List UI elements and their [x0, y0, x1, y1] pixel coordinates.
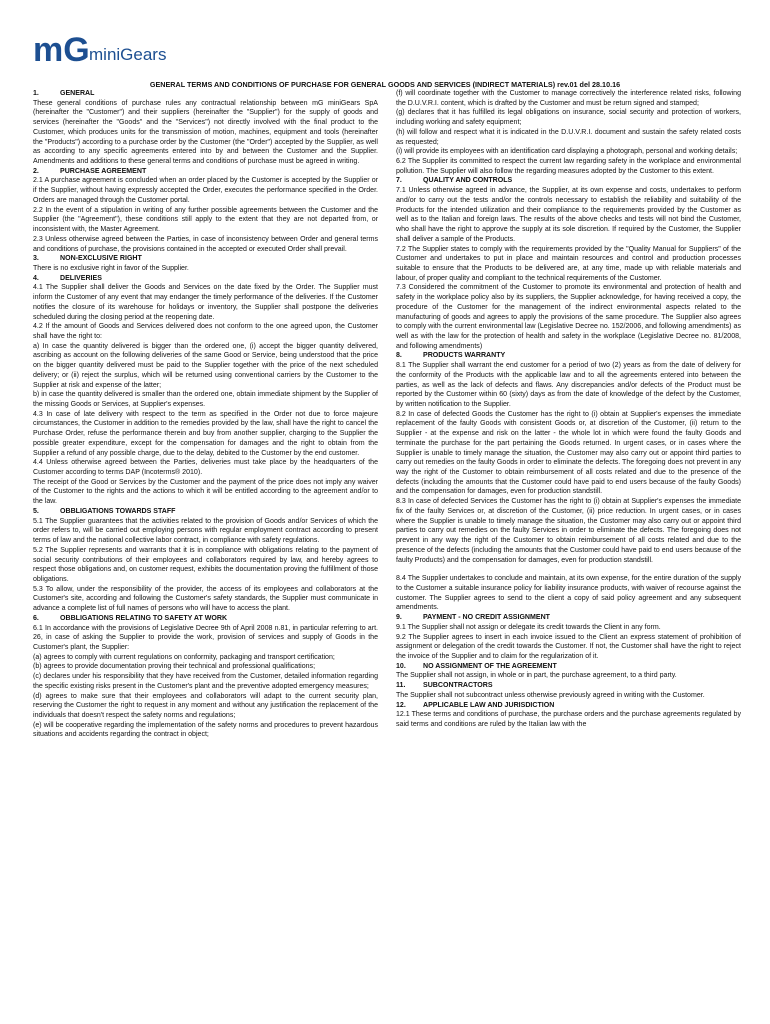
paragraph: 12.1 These terms and conditions of purchase, the purchase orders and the purchase agreements regulated by said terms and conditions are ruled by the Italian law with the	[396, 711, 741, 728]
section-number: 4.	[33, 274, 39, 282]
paragraph: b) in case the quantity delivered is smaller than the ordered one, obtain immediate shipment by the Supplier of the missing Goods or Services, at Supplier's expenses.	[33, 391, 378, 408]
section-heading	[396, 662, 741, 672]
paragraph: 2.3 Unless otherwise agreed between the Parties, in case of inconsistency between Order and general terms and conditions of purchase, the provisions contained in the accepted or executed Order shall prevail.	[33, 235, 378, 253]
section-number: 11.	[396, 682, 406, 690]
section-number: 3.	[33, 255, 39, 263]
paragraph: (c) declares under his responsibility that they have received from the Customer, detailed information regarding the specific existing risks present in the Customer's plant and the preventive adopted emergency measures;	[33, 673, 378, 690]
paragraph: 4.4 Unless otherwise agreed between the Parties, deliveries must take place by the headquarters of the Customer according to terms DAP (Incoterms® 2010).	[33, 459, 378, 477]
section-heading	[396, 613, 741, 623]
paragraph: (b) agrees to provide documentation proving their technical and professional qualifications;	[33, 663, 316, 671]
minigears-logo-icon	[33, 30, 173, 70]
paragraph: The Supplier shall not subcontract unless otherwise previously agreed in writing with the Customer.	[396, 691, 705, 699]
section-number: 5.	[33, 507, 39, 515]
section-number: 6.	[33, 614, 39, 622]
paragraph: 5.3 To allow, under the responsibility of the provider, the access of its employees and collaborators at the Customer's site, according and following the Customer's safety standards, the Supplier must communicate in advance a complete list of full names of persons who will have to access the plant.	[33, 585, 378, 613]
paragraph: 7.3 Considered the commitment of the Customer to promote its environmental and protection of health and safety in the workplace policy also by its suppliers, the Supplier acknowledge, for having received a copy, the procedure of the Customer for the management of the indirect environmental aspects related to the manufacturing of goods and agrees to apply the provisions of the same procedure. The Supplier also agrees to comply with the current environmental law (Legislative Decree no. 152/2006, and following amendments) as well as with the law for the protection of health and safety in the workplace (Legislative Decree no. 81/2008, and following amendments)	[396, 284, 741, 350]
paragraph: (a) agrees to comply with current regulations on conformity, packaging and transport certification;	[33, 653, 335, 661]
section-number: 8.	[396, 352, 402, 360]
section-title: OBBLIGATIONS RELATING TO SAFETY AT WORK	[60, 614, 228, 622]
paragraph: 9.1 The Supplier shall not assign or delegate its credit towards the Client in any form.	[396, 623, 661, 631]
paragraph: 5.1 The Supplier guarantees that the activities related to the provision of Goods and/or Services of which the order refers to, will be carried out employing persons with regular employment contract according to present terms of law and the national collective labor contract, in compliance with safety regulations.	[33, 517, 378, 545]
section-heading	[33, 254, 378, 264]
section-heading	[396, 351, 741, 361]
svg-text:miniGears: miniGears	[89, 45, 167, 64]
paragraph: There is no exclusive right in favor of the Supplier.	[33, 264, 189, 272]
section-number: 10.	[396, 662, 406, 670]
paragraph: The Supplier shall not assign, in whole or in part, the purchase agreement, to a third party.	[396, 672, 677, 680]
section-number: 12.	[396, 701, 406, 709]
section-title: NON-EXCLUSIVE RIGHT	[60, 255, 142, 263]
paragraph: 7.1 Unless otherwise agreed in advance, the Supplier, at its own expense and costs, undertakes to perform and/or to carry out the tests and/or the controls necessary to establish the reliability and suitability of the Products for the intended utilization and their compliance to the requirements provided by the Customer as well as to the Italian and foreign laws. The results of the above checks and tests will not bind the Customer, who shall have the right to approve the supply at its sole discretion. If required by the Customer, the Supplier shall deliver a sample of the Products.	[396, 187, 741, 243]
section-heading	[33, 507, 378, 517]
section-title: APPLICABLE LAW AND JURISDICTION	[423, 701, 555, 709]
section-number: 7.	[396, 177, 402, 185]
paragraph: 8.4 The Supplier undertakes to conclude and maintain, at its own expense, for the entire duration of the supply to the Customer a suitable insurance policy for liability insurance products, with waiver of recourse against the customer. The Supplier agrees to send to the client a copy of said policy agreement and any subsequent amendments.	[396, 575, 741, 612]
section-heading	[33, 274, 378, 284]
paragraph: 8.1 The Supplier shall warrant the end customer for a period of two (2) years as from the date of delivery for the conformity of the Products with the applicable law and to all the agreements entered into between the parties, as well as the lack of defects and flaws. Any discrepancies and/or defects of the Product must be reported by the Customer within 60 (sixty) days as from the date of knowledge of the defect by the Customer, by written notification to the Supplier.	[396, 362, 741, 408]
paragraph: (d) agrees to make sure that their employees and collaborators will adapt to the current security plan, reserving the Customer the right to request in any moment and without any justification the replacement of the individuals that doesn't respect the safety norms and regulations;	[33, 692, 378, 719]
section-title: PRODUCTS WARRANTY	[423, 352, 506, 360]
paragraph: 4.3 In case of late delivery with respect to the term as specified in the Order not due to force majeure circumstances, the Customer in addition to the remedies provided by the law, shall have the right to cancel the Purchase Order, refuse the performance therein and buy from another supplier, charging to the Supplier the possible greater expenditure, except for the compensation for damages and the right to obtain from the Supplier a refund of any possible charge, due to the delay, debited to the Customer by the end customer.	[33, 410, 378, 457]
paragraph: (i) will provide its employees with an identification card displaying a photograph, personal and working details;	[396, 148, 738, 156]
document-title: GENERAL TERMS AND CONDITIONS OF PURCHASE FOR GENERAL GOODS AND SERVICES (INDIRECT MATERIALS) rev.01 del 28.10.16	[149, 80, 621, 89]
section-heading	[396, 176, 741, 186]
section-title: QUALITY AND CONTROLS	[423, 177, 513, 185]
paragraph: (e) will be cooperative regarding the implementation of the safety norms and procedures to prevent hazardous situations and accidents regarding the contract in object;	[33, 721, 378, 739]
section-title: OBBLIGATIONS TOWARDS STAFF	[60, 507, 176, 515]
section-number: 2.	[33, 167, 39, 175]
paragraph: These general conditions of purchase rules any contractual relationship between mG miniGears SpA (hereinafter the "Customer") and their suppliers (hereinafter the "Supplier") for the supply of goods and services (hereinafter the "Goods" and the "Services") not directly involved with the final product to the Customer, which produces units for the transmission of motion, machines, equipment and tools (hereinafter the "Products") according to a purchase order by the Customer (the "Order") accepted by the Supplier, as well as according to any specific agreements entered into by and between the Customer and the Supplier. Amendments and additions to these general terms and conditions of purchase must be agreed in writing.	[33, 99, 378, 166]
paragraph: 9.2 The Supplier agrees to insert in each invoice issued to the Client an express statement of prohibition of assignment or delegation of the credit towards the Customer. If not, the Customer shall have the right to reject the invoice of the Supplier and to claim for the regularization of it.	[396, 633, 741, 660]
paragraph: a) In case the quantity delivered is bigger than the ordered one, (i) accept the bigger quantity delivered, ascribing as account on the following deliveries of the same Good or Service, being understood that the price on the bigger quantity delivered must be paid to the Supplier together with the price of the next scheduled delivery; or (ii) reject the surplus, which will be returned using conventional carriers by the Customer to the Supplier at risk and expense of the latter;	[33, 342, 378, 389]
paragraph: 2.1 A purchase agreement is concluded when an order placed by the Customer is accepted by the Supplier or if the Supplier, without having expressly accepted the Order, executes the performance specified in the Order. Orders are managed through the Customer portal.	[33, 177, 378, 204]
paragraph: (f) will coordinate together with the Customer to manage correctively the interference related risks, following the D.U.V.R.I. content, which is drafted by the Customer and must be return signed and stamped;	[396, 90, 741, 107]
right-column	[396, 89, 741, 730]
section-heading	[33, 614, 378, 624]
section-title: PURCHASE AGREEMENT	[60, 167, 147, 175]
paragraph: 8.3 In case of defected Services the Customer has the right to (i) obtain at Supplier's expenses the immediate fix of the faulty Services or, at discretion of the Customer, (ii) price reduction. In urgent cases, or in cases where the Supplier is unable to timely manage the situation, the Customer may also carry out or appoint third parties to carry out remedies on the faulty Services in order to eliminate the defects. The foregoing does not prevent in any way the right of the Customer to obtain reimbursement of all costs related and due to the presence of the defects (including the amounts that the Customer could have paid to end users because of the faulty Products) and the compensation for damages, even for production standstill.	[396, 498, 741, 564]
section-heading	[396, 681, 741, 691]
section-heading	[33, 167, 378, 177]
svg-text:mG: mG	[33, 31, 90, 69]
left-column	[33, 89, 378, 740]
company-logo	[33, 30, 173, 70]
section-title: DELIVERIES	[60, 274, 102, 282]
paragraph: 4.1 The Supplier shall deliver the Goods and Services on the date fixed by the Order. The Supplier must inform the Customer of any event that may endanger the timely performance of the deliveries. If the Customer notifies the closure of its warehouse for holidays or inventory, the Supplier shall postpone the deliveries scheduled during the closing period at the reopening date.	[33, 284, 378, 321]
section-heading	[33, 89, 378, 99]
section-title: SUBCONTRACTORS	[423, 682, 493, 690]
paragraph: (h) will follow and respect what it is indicated in the D.U.V.R.I. document and sustain the safety related costs as requested;	[396, 128, 741, 146]
section-title: NO ASSIGNMENT OF THE AGREEMENT	[423, 662, 557, 670]
paragraph: 2.2 In the event of a stipulation in writing of any further possible agreements between the Customer and the Supplier (the "Agreement"), these conditions still apply to the extent that they are not departed from, or inconsistent with, the Master Agreement.	[33, 206, 378, 234]
section-heading	[396, 701, 741, 711]
paragraph: 5.2 The Supplier represents and warrants that it is in compliance with obligations relating to the payment of social security contributions of their employees and collaborators required by law, and hereby agrees to respect those obligations and, on customer request, exhibits the documentation proving the fulfillment of those obligations.	[33, 546, 378, 583]
section-title: GENERAL	[60, 90, 95, 97]
paragraph-gap	[396, 565, 741, 574]
section-title: PAYMENT - NO CREDIT ASSIGNMENT	[423, 614, 550, 622]
paragraph: 4.2 If the amount of Goods and Services delivered does not conform to the one agreed upon, the Customer shall have the right to:	[33, 323, 378, 340]
paragraph: The receipt of the Good or Services by the Customer and the payment of the price does not imply any waiver of the Customer to the rights and the actions to which it will be entitled according to the agreement and/or to the law.	[33, 478, 378, 506]
paragraph: 6.1 In accordance with the provisions of Legislative Decree 9th of April 2008 n.81, in particular referring to art. 26, in case of asking the Supplier to provide the work, provision of services and supply of Goods in the Customer's plant, the Supplier:	[33, 624, 378, 651]
paragraph: 8.2 In case of defected Goods the Customer has the right to (i) obtain at Supplier's expenses the immediate replacement of the faulty Goods with consistent Goods or, at discretion of the Customer, (ii) return to the Supplier - at the expense and risk on the latter - the whole lot in which were found the faulty Goods and terminate the purchase for the part pertaining the Goods returned. In urgent cases, or in cases where the Supplier is unable to timely manage the situation, the Customer may also carry out or appoint third parties to carry out remedies on the faulty Goods in order to eliminate the defects. The foregoing does not prevent in any way the right of the Customer to obtain reimbursement of all costs related and due to the presence of the defects (including the amounts that the Customer could have paid to end users because of the faulty Goods) and the compensation for damages, even for production standstill.	[396, 410, 741, 496]
paragraph: (g) declares that it has fulfilled its legal obligations on insurance, social security and protection of workers, including working and safety equipment;	[396, 109, 741, 127]
paragraph: 7.2 The Supplier states to comply with the requirements provided by the "Quality Manual for Suppliers" of the Customer and undertakes to put in place and maintain resources and control and production processes suitable to ensure that the Products to be delivered are, at any time, made up with reliable materials and labour, of proper quality and compliant to the technical requirements of the Customer.	[396, 245, 741, 282]
section-number: 1.	[33, 90, 39, 97]
paragraph: 6.2 The Supplier its committed to respect the current law regarding safety in the workplace and environmental pollution. The Supplier will also follow the regarding measures adopted by the Customer to this extent.	[396, 158, 741, 175]
section-number: 9.	[396, 614, 402, 622]
